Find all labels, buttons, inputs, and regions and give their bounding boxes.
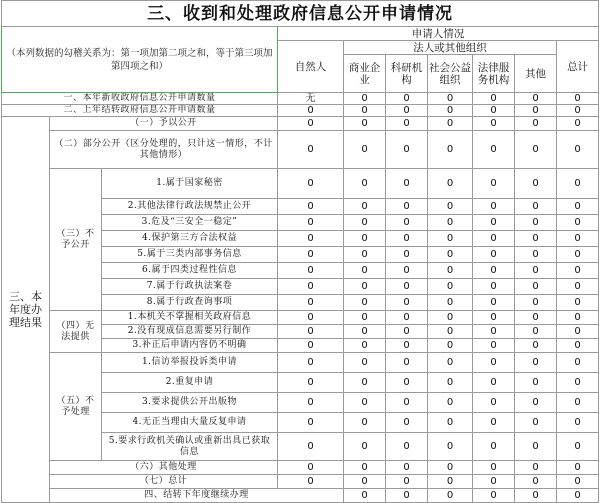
row-value: 0 — [428, 353, 473, 373]
row-value: 0 — [557, 169, 599, 199]
row-value: 0 — [515, 231, 557, 247]
row-value: 0 — [557, 353, 599, 373]
row-value: 0 — [557, 489, 599, 503]
row-value: 0 — [428, 247, 473, 263]
table-row — [2, 117, 599, 131]
row-value: 0 — [473, 489, 515, 503]
row-value: 0 — [344, 263, 386, 279]
row-value: 0 — [428, 263, 473, 279]
row-value: 0 — [278, 263, 344, 279]
row-value: 无 — [278, 93, 344, 105]
row-value: 0 — [473, 215, 515, 231]
disclosure-table — [1, 0, 599, 503]
row-value: 0 — [278, 105, 344, 117]
row-value: 0 — [344, 339, 386, 353]
row-value: 0 — [557, 393, 599, 413]
row-value: 0 — [515, 413, 557, 433]
table-row — [2, 461, 599, 475]
row-value: 0 — [515, 433, 557, 461]
row-value: 0 — [344, 199, 386, 215]
row-value: 0 — [473, 105, 515, 117]
row-label: 2.其他法律行政法规禁止公开 — [102, 199, 278, 215]
row-label: 1.信访举报投诉类申请 — [102, 353, 278, 373]
row-label: 一、本年新收政府信息公开申请数量 — [2, 93, 278, 105]
row-value: 0 — [278, 461, 344, 475]
row-value: 0 — [473, 311, 515, 325]
row-value: 0 — [557, 199, 599, 215]
header-legal-service: 法律服务机构 — [473, 55, 515, 93]
row-value: 0 — [515, 325, 557, 339]
row-value: 0 — [344, 247, 386, 263]
row-value: 0 — [557, 117, 599, 131]
header-research: 科研机构 — [386, 55, 428, 93]
row-label: 5.属于三类内部事务信息 — [102, 247, 278, 263]
row-value: 0 — [386, 199, 428, 215]
row-value: 0 — [557, 461, 599, 475]
row-value: 0 — [428, 339, 473, 353]
row-value: 0 — [557, 373, 599, 393]
row-label: 3.危及“三安全一稳定” — [102, 215, 278, 231]
group-3-label: （三）不予公开 — [50, 169, 102, 311]
row-value: 0 — [428, 393, 473, 413]
row-value: 0 — [386, 489, 428, 503]
row-value: 0 — [344, 353, 386, 373]
row-value: 0 — [473, 231, 515, 247]
row-value: 0 — [344, 231, 386, 247]
row-value: 0 — [344, 295, 386, 311]
row-value: 0 — [278, 311, 344, 325]
row-value: 0 — [428, 325, 473, 339]
group-4-label: （四）无法提供 — [50, 311, 102, 353]
row-value: 0 — [386, 231, 428, 247]
row-value: 0 — [473, 247, 515, 263]
row-value: 0 — [428, 105, 473, 117]
table-row — [2, 353, 599, 373]
row-value: 0 — [515, 105, 557, 117]
row-value: 0 — [515, 339, 557, 353]
row-value: 0 — [386, 373, 428, 393]
row-value: 0 — [386, 215, 428, 231]
table-row — [2, 131, 599, 169]
row-value: 0 — [557, 433, 599, 461]
row-value: 0 — [386, 433, 428, 461]
table-title: 三、收到和处理政府信息公开申请情况 — [2, 1, 599, 27]
note-cell — [2, 27, 278, 93]
row-value: 0 — [386, 117, 428, 131]
row-label: 3.要求提供公开出版物 — [102, 393, 278, 413]
row-value: 0 — [386, 105, 428, 117]
row-value: 0 — [428, 131, 473, 169]
section-3-label: 三、本年度办理结果 — [2, 117, 50, 503]
row-value: 0 — [278, 339, 344, 353]
row-value: 0 — [278, 353, 344, 373]
row-value: 0 — [473, 393, 515, 413]
row-value: 0 — [557, 311, 599, 325]
row-value: 0 — [386, 247, 428, 263]
row-value: 0 — [428, 117, 473, 131]
row-value: 0 — [344, 169, 386, 199]
row-value: 0 — [515, 373, 557, 393]
row-value: 0 — [473, 339, 515, 353]
row-value: 0 — [515, 215, 557, 231]
row-value: 0 — [428, 199, 473, 215]
row-value: 0 — [557, 339, 599, 353]
row-label: 4.无正当理由大量反复申请 — [102, 413, 278, 433]
table-row — [2, 93, 599, 105]
row-label: （七）总计 — [50, 475, 278, 489]
row-value: 0 — [386, 279, 428, 295]
row-value: 0 — [473, 279, 515, 295]
row-value: 0 — [515, 247, 557, 263]
row-value: 0 — [557, 215, 599, 231]
row-value: 0 — [278, 117, 344, 131]
row-value: 0 — [278, 131, 344, 169]
row-value: 0 — [386, 169, 428, 199]
row-value: 0 — [557, 263, 599, 279]
row-value: 0 — [515, 311, 557, 325]
row-value: 0 — [557, 475, 599, 489]
row-label: 8.属于行政查询事项 — [102, 295, 278, 311]
row-value: 0 — [278, 373, 344, 393]
row-value: 0 — [278, 413, 344, 433]
row-value: 0 — [473, 199, 515, 215]
row-value: 0 — [557, 325, 599, 339]
row-value: 0 — [344, 279, 386, 295]
row-label: 2.没有现成信息需要另行制作 — [102, 325, 278, 339]
row-value: 0 — [473, 131, 515, 169]
row-value: 0 — [557, 231, 599, 247]
row-label: 四、结转下年度继续办理 — [50, 489, 344, 503]
row-value: 0 — [344, 475, 386, 489]
row-label: 3.补正后申请内容仍不明确 — [102, 339, 278, 353]
row-value: 0 — [428, 461, 473, 475]
row-value: 0 — [473, 373, 515, 393]
row-value: 0 — [428, 373, 473, 393]
row-value: 0 — [473, 263, 515, 279]
row-value: 0 — [473, 169, 515, 199]
row-value: 0 — [386, 311, 428, 325]
header-total: 总计 — [557, 41, 599, 93]
row-value: 0 — [386, 393, 428, 413]
row-value: 0 — [344, 413, 386, 433]
row-value: 0 — [515, 295, 557, 311]
table-row — [2, 311, 599, 325]
row-value: 0 — [428, 279, 473, 295]
row-value: 0 — [557, 247, 599, 263]
row-value: 0 — [515, 117, 557, 131]
row-value: 0 — [386, 131, 428, 169]
row-value: 0 — [515, 489, 557, 503]
row-value: 0 — [344, 489, 386, 503]
row-value: 0 — [515, 199, 557, 215]
header-legal-group: 法人或其他组织 — [344, 41, 557, 55]
row-value: 0 — [473, 325, 515, 339]
row-value: 0 — [557, 131, 599, 169]
row-value: 0 — [344, 373, 386, 393]
row-value: 0 — [344, 93, 386, 105]
row-value: 0 — [557, 105, 599, 117]
row-value: 0 — [344, 433, 386, 461]
table-row — [2, 489, 599, 503]
row-label: 1.属于国家秘密 — [102, 169, 278, 199]
note-text: （本列数据的勾稽关系为：第一项加第二项之和，等于第三项加第四项之和） — [6, 47, 273, 72]
row-value: 0 — [278, 475, 344, 489]
row-value: 0 — [428, 413, 473, 433]
row-label: 5.要求行政机关确认或重新出具已获取信息 — [102, 433, 278, 461]
row-value: 0 — [515, 461, 557, 475]
row-value: 0 — [428, 433, 473, 461]
row-label: 2.重复申请 — [102, 373, 278, 393]
row-value: 0 — [344, 461, 386, 475]
row-value: 0 — [473, 353, 515, 373]
row-value: 0 — [344, 117, 386, 131]
row-value: 0 — [557, 295, 599, 311]
row-value: 0 — [473, 295, 515, 311]
row-value: 0 — [386, 263, 428, 279]
row-value: 0 — [428, 93, 473, 105]
row-value: 0 — [278, 295, 344, 311]
row-value: 0 — [515, 353, 557, 373]
row-value: 0 — [344, 311, 386, 325]
row-value: 0 — [344, 325, 386, 339]
row-value: 0 — [386, 295, 428, 311]
row-value: 0 — [515, 475, 557, 489]
row-value: 0 — [278, 215, 344, 231]
row-label: 1.本机关不掌握相关政府信息 — [102, 311, 278, 325]
row-value: 0 — [386, 353, 428, 373]
row-value: 0 — [428, 295, 473, 311]
header-natural-person: 自然人 — [278, 41, 344, 93]
row-value: 0 — [428, 231, 473, 247]
row-value: 0 — [344, 131, 386, 169]
row-value: 0 — [386, 475, 428, 489]
header-other: 其他 — [515, 55, 557, 93]
row-value: 0 — [278, 325, 344, 339]
row-value: 0 — [278, 169, 344, 199]
row-label: 7.属于行政执法案卷 — [102, 279, 278, 295]
row-value: 0 — [428, 489, 473, 503]
row-value: 0 — [515, 93, 557, 105]
row-label: 二、上年结转政府信息公开申请数量 — [2, 105, 278, 117]
header-applicant: 申请人情况 — [278, 27, 599, 41]
row-value: 0 — [386, 325, 428, 339]
row-value: 0 — [515, 393, 557, 413]
row-value: 0 — [278, 433, 344, 461]
row-value: 0 — [278, 247, 344, 263]
table-row — [2, 475, 599, 489]
row-label: （一）予以公开 — [50, 117, 278, 131]
row-label: 4.保护第三方合法权益 — [102, 231, 278, 247]
row-value: 0 — [473, 413, 515, 433]
row-value: 0 — [386, 461, 428, 475]
row-value: 0 — [473, 461, 515, 475]
row-value: 0 — [278, 199, 344, 215]
row-value: 0 — [428, 311, 473, 325]
row-label: （六）其他处理 — [50, 461, 278, 475]
row-value: 0 — [386, 93, 428, 105]
row-value: 0 — [473, 93, 515, 105]
row-value: 0 — [386, 413, 428, 433]
row-value: 0 — [515, 263, 557, 279]
row-value: 0 — [515, 279, 557, 295]
row-value: 0 — [473, 117, 515, 131]
row-value: 0 — [557, 413, 599, 433]
group-5-label: （五）不予处理 — [50, 353, 102, 461]
table-row — [2, 105, 599, 117]
row-label: 6.属于四类过程性信息 — [102, 263, 278, 279]
row-value: 0 — [557, 279, 599, 295]
row-value: 0 — [515, 169, 557, 199]
header-commercial: 商业企业 — [344, 55, 386, 93]
row-value: 0 — [278, 393, 344, 413]
row-value: 0 — [344, 393, 386, 413]
table-row — [2, 169, 599, 199]
row-value: 0 — [473, 433, 515, 461]
row-value: 0 — [386, 339, 428, 353]
row-value: 0 — [278, 231, 344, 247]
row-value: 0 — [428, 169, 473, 199]
row-label: （二）部分公开（区分处理的，只计这一情形，不计其他情形） — [50, 131, 278, 169]
header-social-welfare: 社会公益组织 — [428, 55, 473, 93]
row-value: 0 — [278, 279, 344, 295]
row-value: 0 — [473, 475, 515, 489]
row-value: 0 — [428, 215, 473, 231]
row-value: 0 — [557, 93, 599, 105]
row-value: 0 — [515, 131, 557, 169]
row-value: 0 — [428, 475, 473, 489]
row-value: 0 — [344, 105, 386, 117]
row-value: 0 — [344, 215, 386, 231]
